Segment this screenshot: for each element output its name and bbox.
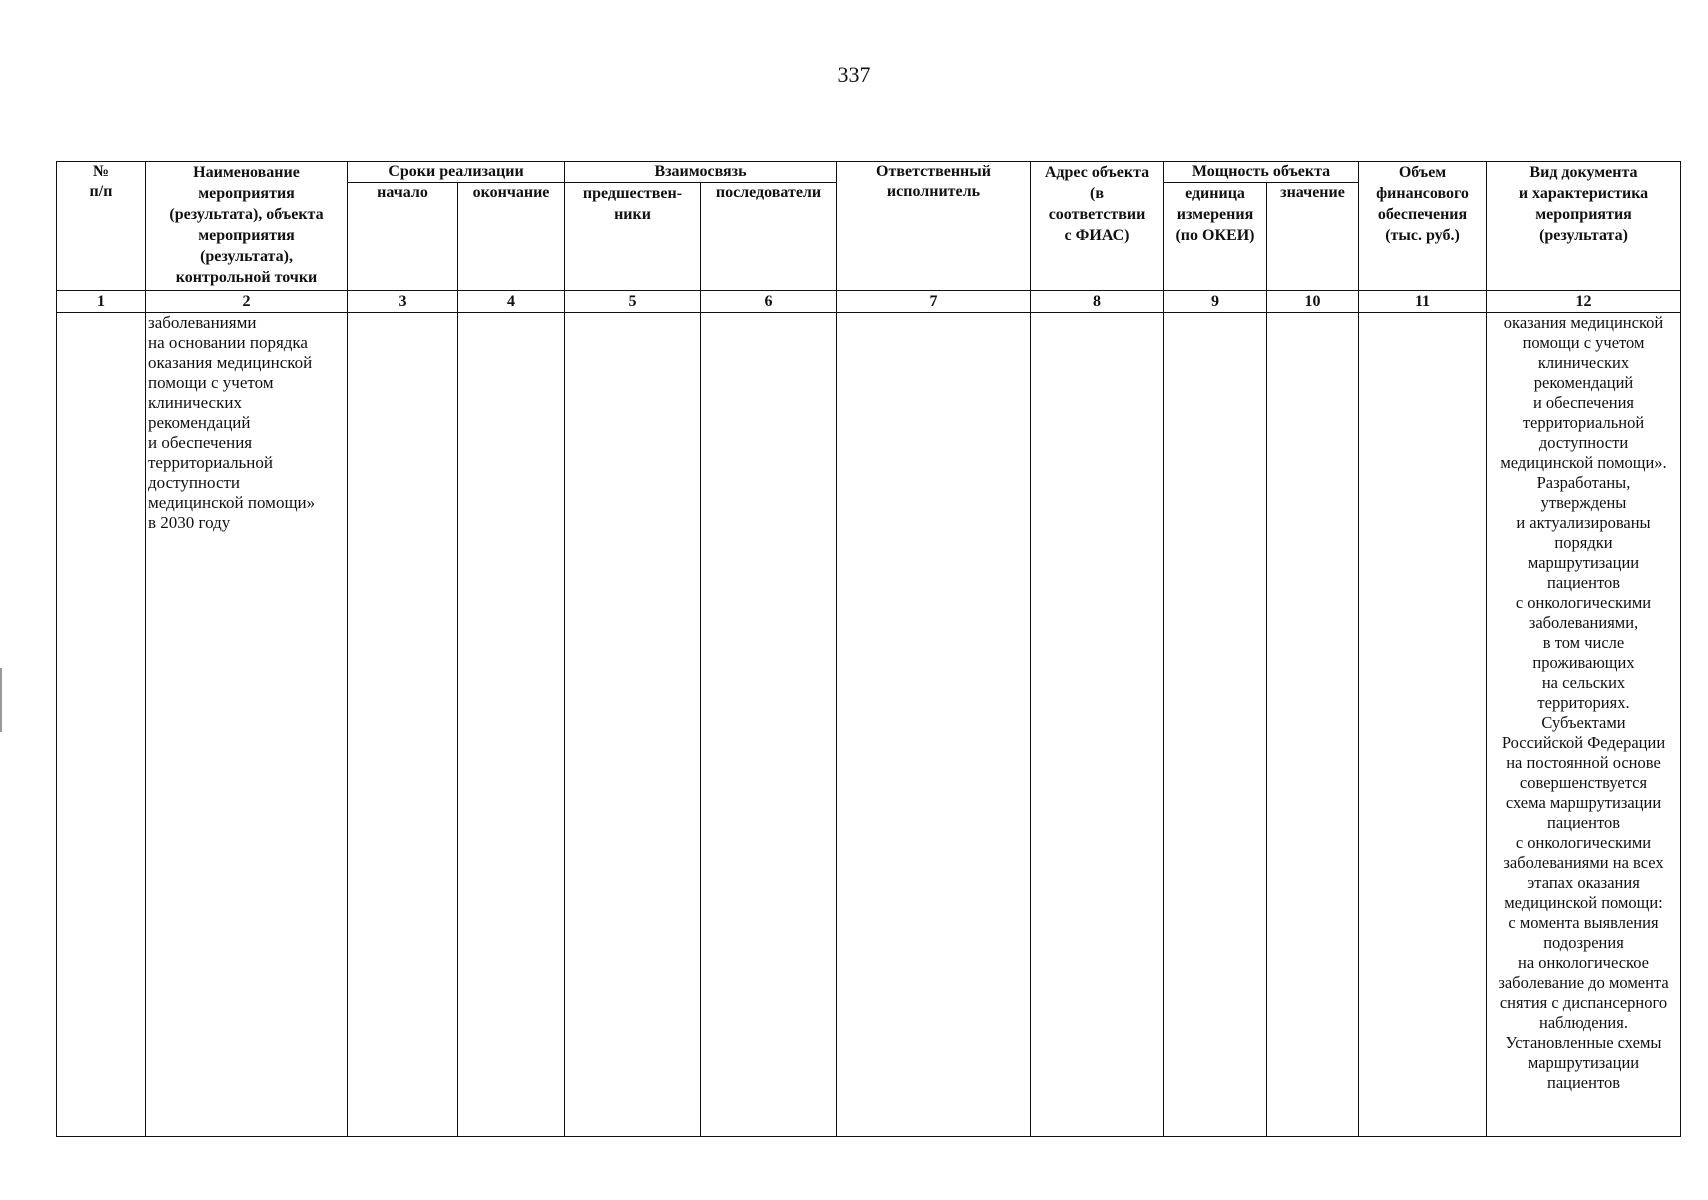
column-number: 10 xyxy=(1267,291,1359,313)
column-number: 4 xyxy=(458,291,565,313)
header-predecessors: предшествен- ники xyxy=(565,183,701,291)
cell-successors xyxy=(701,313,837,1137)
header-doc: Вид документа и характеристика мероприятия (результата) xyxy=(1487,162,1681,291)
column-number: 7 xyxy=(837,291,1031,313)
column-number: 9 xyxy=(1164,291,1267,313)
cell-predecessors xyxy=(565,313,701,1137)
column-number: 6 xyxy=(701,291,837,313)
header-unit: единица измерения (по ОКЕИ) xyxy=(1164,183,1267,291)
column-number-row xyxy=(57,291,1681,313)
header-capacity: Мощность объекта xyxy=(1164,162,1359,183)
header-successors: последователи xyxy=(701,183,837,291)
cell-value xyxy=(1267,313,1359,1137)
column-number: 12 xyxy=(1487,291,1681,313)
column-number: 11 xyxy=(1359,291,1487,313)
table-row xyxy=(57,313,1681,1137)
header-start: начало xyxy=(348,183,458,291)
cell-doc: оказания медицинской помощи с учетом клинических рекомендаций и обеспечения территориальной доступности медицинской помощи». Разработаны, утверждены и актуализированы порядки маршрутизации пациентов с онкологическими заболеваниями, в том числе проживающих на сельских территориях. Субъектами Российской Федерации на постоянной основе совершенствуется схема маршрутизации пациентов с онкологическими заболеваниями на всех этапах оказания медицинской помощи: с момента выявления подозрения на онкологическое заболевание до момента снятия с диспансерного наблюдения. Установленные схемы маршрутизации пациентов xyxy=(1487,313,1681,1137)
cell-finance xyxy=(1359,313,1487,1137)
scan-edge-mark xyxy=(0,668,2,732)
column-number: 3 xyxy=(348,291,458,313)
header-relation: Взаимосвязь xyxy=(565,162,837,183)
header-terms: Сроки реализации xyxy=(348,162,565,183)
cell-end xyxy=(458,313,565,1137)
header-address: Адрес объекта (в соответствии с ФИАС) xyxy=(1031,162,1164,291)
header-value: значение xyxy=(1267,183,1359,291)
header-executor: Ответственный исполнитель xyxy=(837,162,1031,291)
header-num: № п/п xyxy=(57,162,146,291)
cell-executor xyxy=(837,313,1031,1137)
cell-name: заболеваниями на основании порядка оказания медицинской помощи с учетом клинических рекомендаций и обеспечения территориальной доступности медицинской помощи» в 2030 году xyxy=(146,313,348,1137)
header-end: окончание xyxy=(458,183,565,291)
measures-table xyxy=(56,161,1681,1137)
cell-start xyxy=(348,313,458,1137)
cell-address xyxy=(1031,313,1164,1137)
column-number: 5 xyxy=(565,291,701,313)
column-number: 1 xyxy=(57,291,146,313)
cell-num xyxy=(57,313,146,1137)
column-number: 8 xyxy=(1031,291,1164,313)
header-name: Наименование мероприятия (результата), объекта мероприятия (результата), контрольной точки xyxy=(146,162,348,291)
header-finance: Объем финансового обеспечения (тыс. руб.) xyxy=(1359,162,1487,291)
page-number: 337 xyxy=(837,62,871,87)
cell-unit xyxy=(1164,313,1267,1137)
column-number: 2 xyxy=(146,291,348,313)
